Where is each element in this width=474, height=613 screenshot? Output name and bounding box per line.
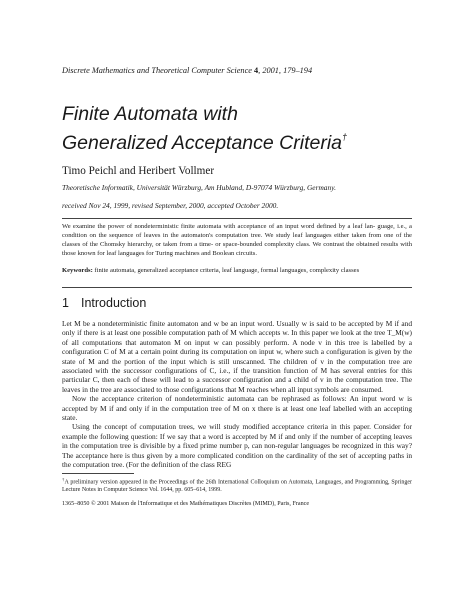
- paragraph: Now the acceptance criterion of nondeterministic automata can be rephrased as follows: An input word w is accepted by M if and only if in the computation tree of M on x there is at least one leaf labelled with an accepting state.: [62, 394, 412, 423]
- abstract: [62, 223, 412, 259]
- journal-volume: 4: [254, 66, 259, 75]
- section-heading: [62, 296, 146, 310]
- abstract-top-rule: [62, 218, 412, 219]
- keywords-text: finite automata, generalized acceptance criteria, leaf language, formal languages, complexity classes: [92, 267, 360, 274]
- footnote: [62, 476, 412, 495]
- journal-year-pages: , 2001, 179–194: [258, 66, 313, 75]
- journal-reference: [62, 66, 312, 75]
- title-line-2: [62, 126, 347, 155]
- keywords: [62, 267, 412, 276]
- copyright-line: 1365–8050 © 2001 Maison de l'Informatique et des Mathématiques Discrètes (MIMD), Paris, France: [62, 501, 310, 507]
- abstract-line: We examine the power of nondeterministic finite automata with acceptance of an input word defined by a leaf lan-: [62, 223, 376, 230]
- abstract-line: guage, i.e., a condition on the sequence of leaves in the automaton's computation tree. We study leaf languages either: [62, 223, 412, 239]
- received-dates: received Nov 24, 1999, revised September, 2000, accepted October 2000.: [62, 201, 279, 210]
- affiliation: Theoretische Informatik, Universität Würzburg, Am Hubland, D-97074 Würzburg, Germany.: [62, 183, 336, 192]
- title-line-2-text: Generalized Acceptance Criteria: [62, 132, 342, 154]
- paper-title: [62, 103, 347, 155]
- footnote-rule: [62, 473, 134, 474]
- keywords-label: Keywords:: [62, 267, 93, 274]
- section-number: 1: [62, 296, 69, 310]
- paragraph: Using the concept of computation trees, we will study modified acceptance criteria in this paper. Consider for example the following question: If we say that a word is accepted by M if and only if the number of accepting leaves in the computation tree is divisible by a fixed prime number p, can non-regular languages be recognized in this way? The acceptance here is thus given by a more complicated condition on the cardinality of the set of accepting paths in the computation tree. (For the definition of the class REG: [62, 422, 412, 470]
- footnote-text: A preliminary version appeared in the Proceedings of the 26th International Colloquium on Automata, Languages, and Programming, Springer Lecture Notes in Computer Science Vol. 1644, pp. 605–614, 1999.: [62, 479, 413, 494]
- paragraph: Let M be a nondeterministic finite automaton and w be an input word. Usually w is said to be accepted by M if and only if there is at least one possible computation path of M which accepts w. In this paper we look at the tree T_M(w) of all computations that automaton M on input w can possibly perform. A node v in this tree is labelled by a configuration C of M at a certain point during its computation on input w, where such a configuration is given by the state of M and the portion of the input which is still unscanned. The children of v in the computation tree are associated with the successor configurations of C, i.e., if the transition function of M has several entries for this particular C, then each of these will lead to a successor configuration and a child of v in the computation tree. The leaves in the tree are associated to those configurations that M reaches when all input symbols are consumed.: [62, 319, 412, 394]
- title-line-1: Finite Automata with: [62, 103, 238, 125]
- journal-name: Discrete Mathematics and Theoretical Computer Science: [62, 66, 255, 75]
- abstract-line: taken from one of the classes of the Chomsky hierarchy, or taken from a time- or space-bounded complexity class.: [62, 231, 412, 248]
- title-footnote-mark: †: [342, 132, 348, 142]
- abstract-bottom-rule: [62, 287, 412, 288]
- authors: Timo Peichl and Heribert Vollmer: [62, 165, 215, 177]
- abstract-line: We contrast the obtained results with those known for leaf languages for Turing machines and Boolean circuits.: [62, 240, 412, 257]
- footnote-mark: †: [62, 477, 65, 482]
- section-title: Introduction: [81, 296, 147, 310]
- body-text: [62, 319, 412, 470]
